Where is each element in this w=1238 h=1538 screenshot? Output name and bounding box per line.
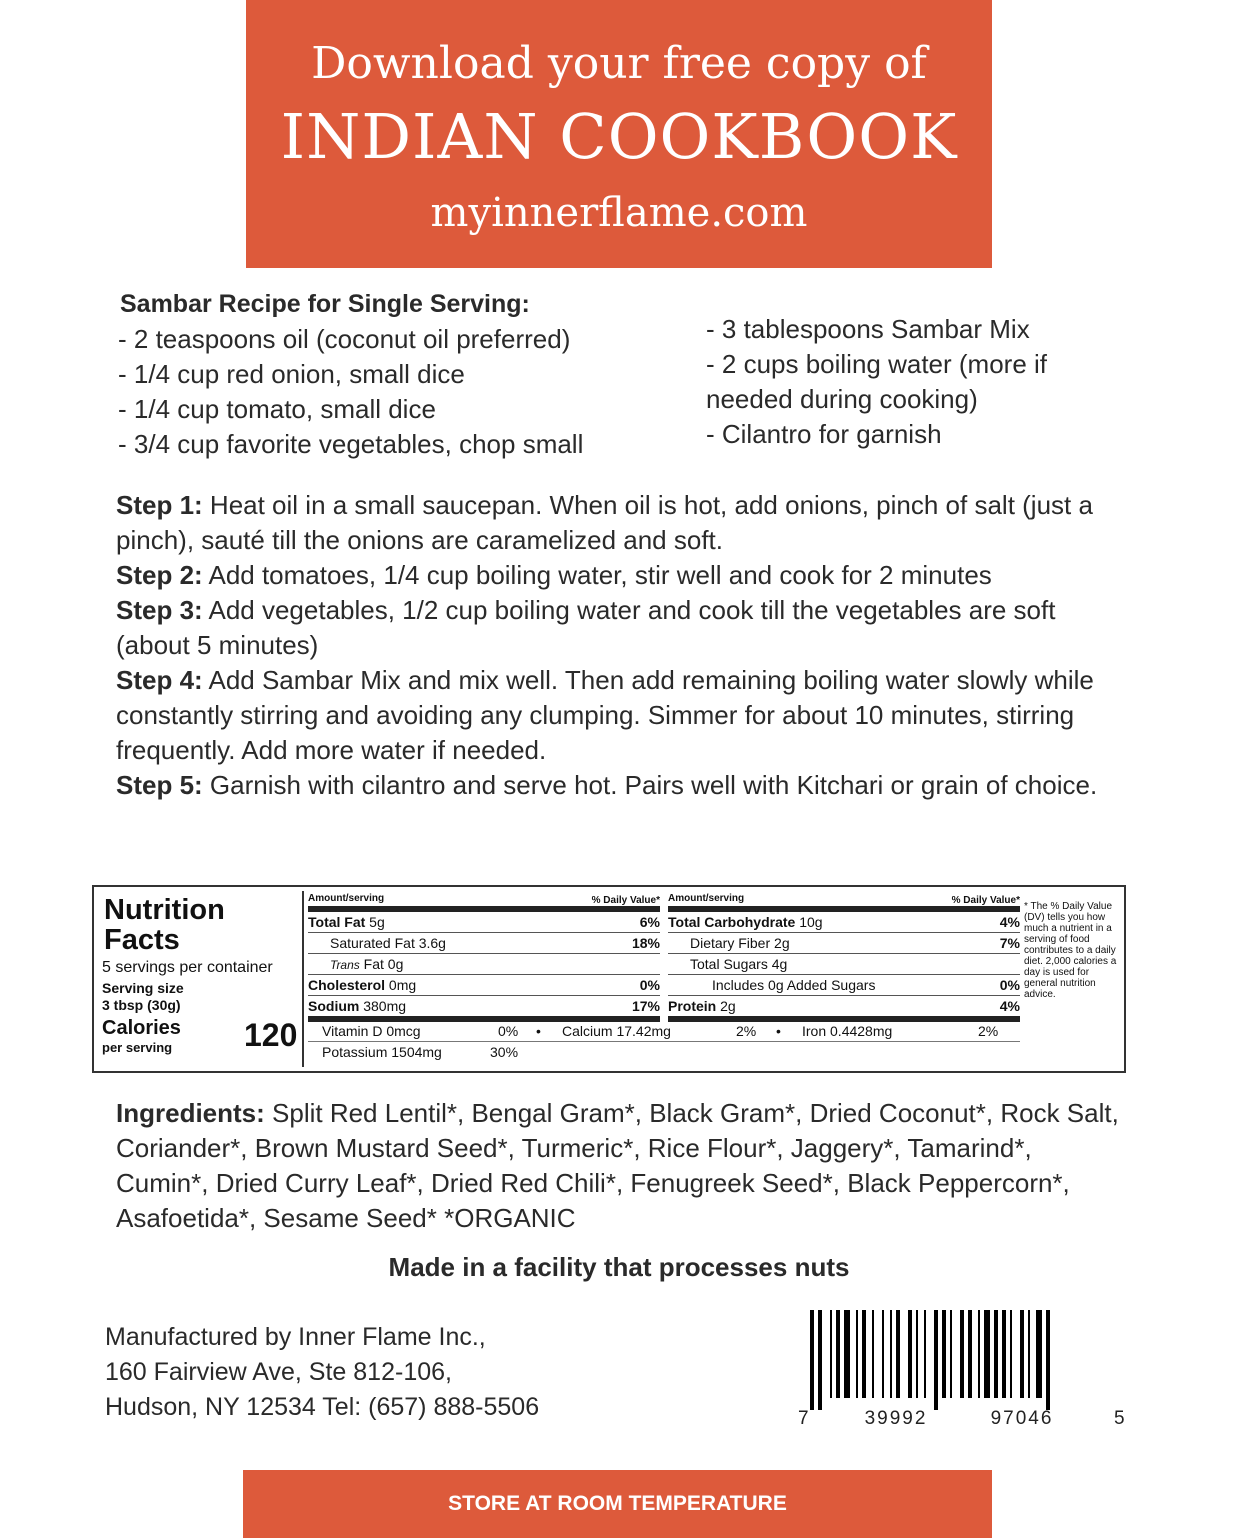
nutrient-daily-value: 0% [639,977,660,993]
barcode-bar [1028,1310,1030,1398]
nutrient-daily-value: 0% [999,977,1020,993]
barcode-bar [968,1310,972,1398]
amount-header: Amount/serving [308,893,385,904]
nutrition-column-left [308,893,660,1022]
barcode-bar [908,1310,912,1398]
recipe-ingredient-item: - 3 tablespoons Sambar Mix [706,314,1030,344]
nutrient-row [308,933,660,954]
step-label: Step 2: [116,560,203,590]
barcode-bar [1046,1310,1050,1410]
step-label: Step 1: [116,490,203,520]
step-label: Step 3: [116,595,203,625]
step-text: Add tomatoes, 1/4 cup boiling water, stir well and cook for 2 minutes [202,560,992,590]
nutrient-row [308,912,660,933]
vitamins-minerals [308,1021,1020,1062]
barcode-bar [978,1310,980,1398]
nutrient-name: Total Fat [308,914,366,930]
recipe-title: Sambar Recipe for Single Serving: [120,290,530,318]
ingredients-text: Split Red Lentil*, Bengal Gram*, Black Gram*, Dried Coconut*, Rock Salt, Coriander*, Brown Mustard Seed*, Turmeric*, Rice Flour*, Jaggery*, Tamarind*, Cumin*, Dried Curry Leaf*, Dried Red Chili*, Fenugreek Seed*, Black Peppercorn*, Asafoetida*, Sesame Seed* *ORGANIC [116,1098,1119,1233]
ingredients-label: Ingredients: [116,1098,265,1128]
calories-sublabel: per serving [102,1040,173,1055]
nutrient-amount: 380mg [359,998,407,1014]
amount-header: Amount/serving [668,893,745,904]
nutrient-daily-value: 4% [999,998,1020,1014]
promo-banner [246,0,992,268]
nutrition-facts-panel [92,885,1126,1073]
address-line: Hudson, NY 12534 Tel: (657) 888-5506 [105,1393,540,1421]
potassium-name: Potassium 1504mg [322,1044,442,1060]
servings-per-container: 5 servings per container [102,959,273,976]
ingredients-list [116,1096,1126,1236]
recipe-step-2 [116,558,1126,593]
barcode-digits-group1: 39992 [864,1408,928,1429]
barcode-bar [836,1310,840,1398]
barcode-bar [890,1310,892,1398]
barcode-digits-group2: 97046 [990,1408,1054,1429]
barcode-bar [934,1310,938,1410]
nutrient-name: Total Carbohydrate [668,914,796,930]
recipe-step-3 [116,593,1126,663]
address-line: Manufactured by Inner Flame Inc., [105,1323,486,1351]
recipe-steps [116,488,1126,803]
banner-line-cookbook: INDIAN COOKBOOK [280,100,958,173]
vitamins-row [308,1021,1020,1042]
nutrient-amount: 0mg [385,977,417,993]
nutrient-daily-value: 6% [639,914,660,930]
allergen-warning: Made in a facility that processes nuts [388,1252,850,1282]
nutrient-amount: 2g [716,998,736,1014]
serving-size-value: 3 tbsp (30g) [102,997,181,1013]
nutrient-amount: 3.6g [414,935,446,951]
barcode-bar [1020,1310,1024,1398]
barcode [796,1310,1130,1430]
serving-size-label: Serving size [102,980,184,996]
vitamins-row [308,1042,1020,1062]
barcode-bar [950,1310,952,1398]
nutrient-name: Total Sugars [690,956,768,972]
barcode-bar [810,1310,814,1410]
barcode-bar [1002,1310,1006,1398]
barcode-bar [818,1310,822,1410]
recipe-ingredient-item: - 2 teaspoons oil (coconut oil preferred) [118,324,571,354]
recipe-ingredient-item: - 2 cups boiling water (more if needed during cooking) [706,349,1048,414]
barcode-bar [872,1310,874,1398]
banner-line-website[interactable]: myinnerflame.com [430,190,808,236]
nutrition-header [308,893,660,912]
nutrient-amount: 5g [365,914,385,930]
nutrient-amount: 10g [795,914,823,930]
calcium-pct: 2% [736,1023,757,1039]
step-label: Step 4: [116,665,203,695]
nutrient-row [668,996,1020,1022]
nutrient-daily-value: 18% [631,935,660,951]
nutrition-header [668,893,1020,912]
barcode-bar [984,1310,990,1398]
iron-pct: 2% [978,1023,999,1039]
banner-line-download: Download your free copy of [311,38,927,89]
manufacturer-address [105,1320,539,1425]
recipe-ingredients-left [118,322,678,462]
step-text: Garnish with cilantro and serve hot. Pairs well with Kitchari or grain of choice. [202,770,1098,800]
recipe-ingredient-item: - 1/4 cup tomato, small dice [118,394,436,424]
daily-value-header: % Daily Value* [951,895,1020,906]
barcode-bar [960,1310,964,1398]
step-text: Add vegetables, 1/2 cup boiling water and cook till the vegetables are soft (about 5 minutes) [116,595,1056,660]
barcode-digit-left: 7 [798,1408,809,1429]
nutrient-amount: 4g [767,956,788,972]
step-label: Step 5: [116,770,203,800]
barcode-bar [1036,1310,1042,1398]
bullet-icon: • [776,1023,781,1039]
recipe-ingredient-item: - 1/4 cup red onion, small dice [118,359,465,389]
barcode-bar [994,1310,998,1398]
barcode-bar [830,1310,832,1398]
calories-value: 120 [244,1017,298,1053]
nutrient-daily-value: 17% [631,998,660,1014]
recipe-ingredient-item: - 3/4 cup favorite vegetables, chop small [118,429,584,459]
barcode-bar [924,1310,926,1398]
recipe-step-5 [116,768,1126,803]
step-text: Heat oil in a small saucepan. When oil is hot, add onions, pinch of salt (just a pinch), sauté till the onions are caramelized and soft. [116,490,1093,555]
barcode-bar [856,1310,858,1398]
bullet-icon: • [536,1023,541,1039]
storage-instructions-banner: STORE AT ROOM TEMPERATURE [243,1470,992,1538]
recipe-ingredient-item: - Cilantro for garnish [706,419,942,449]
nutrition-divider [302,891,304,1067]
barcode-bar [1010,1310,1012,1398]
barcode-bar [844,1310,850,1398]
nutrient-row [308,996,660,1022]
nutrient-row [668,975,1020,996]
barcode-bar [882,1310,884,1398]
nutrient-name: Protein [668,998,717,1014]
nutrient-row [668,912,1020,933]
step-text: Add Sambar Mix and mix well. Then add remaining boiling water slowly while constantly stirring and avoiding any clumping. Simmer for about 10 minutes, stirring frequently. Add more water if needed. [116,665,1094,765]
recipe-ingredients-right [706,312,1126,452]
nutrient-amount: 2g [770,935,790,951]
nutrition-title-text: Nutrition Facts [104,894,225,956]
barcode-bars [810,1310,1050,1410]
barcode-bar [942,1310,946,1398]
nutrient-name: Includes 0g Added Sugars [712,977,876,993]
nutrient-name: Cholesterol [308,977,386,993]
vitamin-d-pct: 0% [498,1023,519,1039]
nutrient-row [308,954,660,975]
nutrition-column-right [668,893,1020,1022]
recipe-step-1 [116,488,1126,558]
nutrient-name: Trans [330,958,360,972]
barcode-bar [862,1310,866,1398]
calories-label: Calories [102,1017,181,1039]
address-line: 160 Fairview Ave, Ste 812-106, [105,1358,452,1386]
nutrient-name: Saturated Fat [330,935,415,951]
recipe-step-4 [116,663,1126,768]
daily-value-header: % Daily Value* [591,895,660,906]
nutrition-facts-title [104,895,254,955]
potassium-pct: 30% [490,1044,519,1060]
nutrient-daily-value: 4% [999,914,1020,930]
nutrient-name: Sodium [308,998,360,1014]
calcium-name: Calcium 17.42mg [562,1023,671,1039]
nutrient-name: Dietary Fiber [690,935,771,951]
nutrient-row [668,933,1020,954]
barcode-digit-right: 5 [1114,1408,1125,1429]
nutrient-amount: Fat 0g [359,956,404,972]
nutrient-row [308,975,660,996]
nutrient-daily-value: 7% [999,935,1020,951]
barcode-bar [896,1310,900,1398]
vitamin-d-name: Vitamin D 0mcg [322,1023,421,1039]
barcode-bar [916,1310,918,1398]
iron-name: Iron 0.4428mg [802,1023,893,1039]
nutrient-row [668,954,1020,975]
daily-value-footnote: * The % Daily Value (DV) tells you how much a nutrient in a serving of food contributes to a daily diet. 2,000 calories a day is used for general nutrition advice. [1024,901,1117,1000]
